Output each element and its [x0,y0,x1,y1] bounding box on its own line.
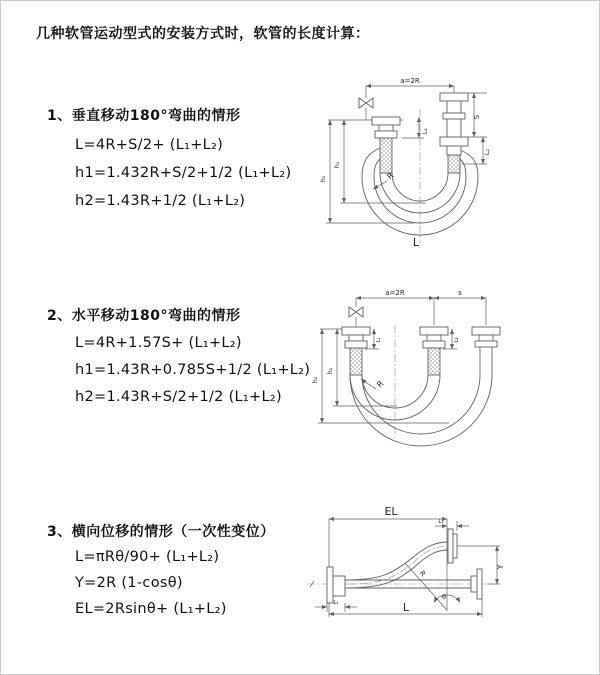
d2-label-fitting-left: L₁ [376,337,382,343]
diagram-horizontal-180-bend [301,283,596,463]
d1-label-radius: R [385,170,396,182]
d2-dimension-lines [318,298,486,423]
section-2-formula-h1: h1=1.43R+0.785S+1/2 (L₁+L₂) [75,362,311,378]
d2-label-fitting-mid: L₂ [454,337,460,343]
d1-label-span: a=2R [400,77,420,85]
d1-label-height1: h₁ [333,161,341,169]
section-3-heading: 3、横向位移的情形（一次性变位） [47,524,275,540]
page-title: 几种软管运动型式的安装方式时，软管的长度计算： [36,26,370,42]
d2-middle-fitting [420,327,448,375]
d3-hose-centerline [345,546,448,584]
d2-hose-bends [350,347,492,446]
diagram-lateral-displacement [299,499,596,647]
section-3-formula-length: L=πRθ/90+ (L₁+L₂) [75,549,220,565]
d1-label-fitting-right: L₂ [483,148,491,156]
section-2-formula-h2: h2=1.43R+S/2+1/2 (L₁+L₂) [75,389,282,405]
d1-valve-icon [359,86,373,120]
section-1-heading: 1、垂直移动180°弯曲的情形 [47,108,241,124]
section-3-formula-el: EL=2Rsinθ+ (L₁+L₂) [75,601,227,617]
d2-label-height1: h₁ [326,367,334,375]
section-2-formula-length: L=4R+1.57S+ (L₁+L₂) [75,335,242,351]
d3-label-angle: θ [442,593,446,601]
section-1-formula-h2: h2=1.43R+1/2 (L₁+L₂) [75,193,246,209]
d2-label-height2: h₂ [311,376,319,384]
d2-right-fitting [472,327,500,347]
d1-right-fitting [440,93,468,173]
d3-label-fitting-top: L₂ [438,519,444,525]
d1-label-stroke: S [473,114,481,120]
section-2-heading: 2、水平移动180°弯曲的情形 [47,308,241,324]
d3-displaced-flange [448,529,457,563]
section-1-formula-h1: h1=1.432R+S/2+1/2 (L₁+L₂) [75,165,292,181]
d3-right-flange [471,569,482,599]
d1-label-length: L [412,236,420,249]
d1-label-height2: h₂ [319,175,327,183]
d3-label-extended-length: EL [384,505,398,518]
d3-label-radius: R [417,569,428,579]
d2-label-span: a=2R [385,289,405,297]
d3-label-length: L [402,601,410,614]
d1-dimension-lines [326,86,487,223]
diagram-vertical-180-bend [306,73,591,268]
section-1-formula-length: L=4R+S/2+ (L₁+L₂) [75,137,224,153]
d1-label-fitting-left: L₁ [421,127,429,135]
d2-valve-icon [349,298,363,327]
d3-label-offset: Y [496,564,505,570]
d2-label-stroke: s [458,289,462,297]
d3-left-flange [327,567,345,603]
d2-left-fitting [342,327,370,375]
d3-label-fitting-left: L₁ [333,600,339,606]
d2-label-radius: R [375,378,386,390]
section-3-formula-y: Y=2R (1-cosθ) [75,575,183,591]
